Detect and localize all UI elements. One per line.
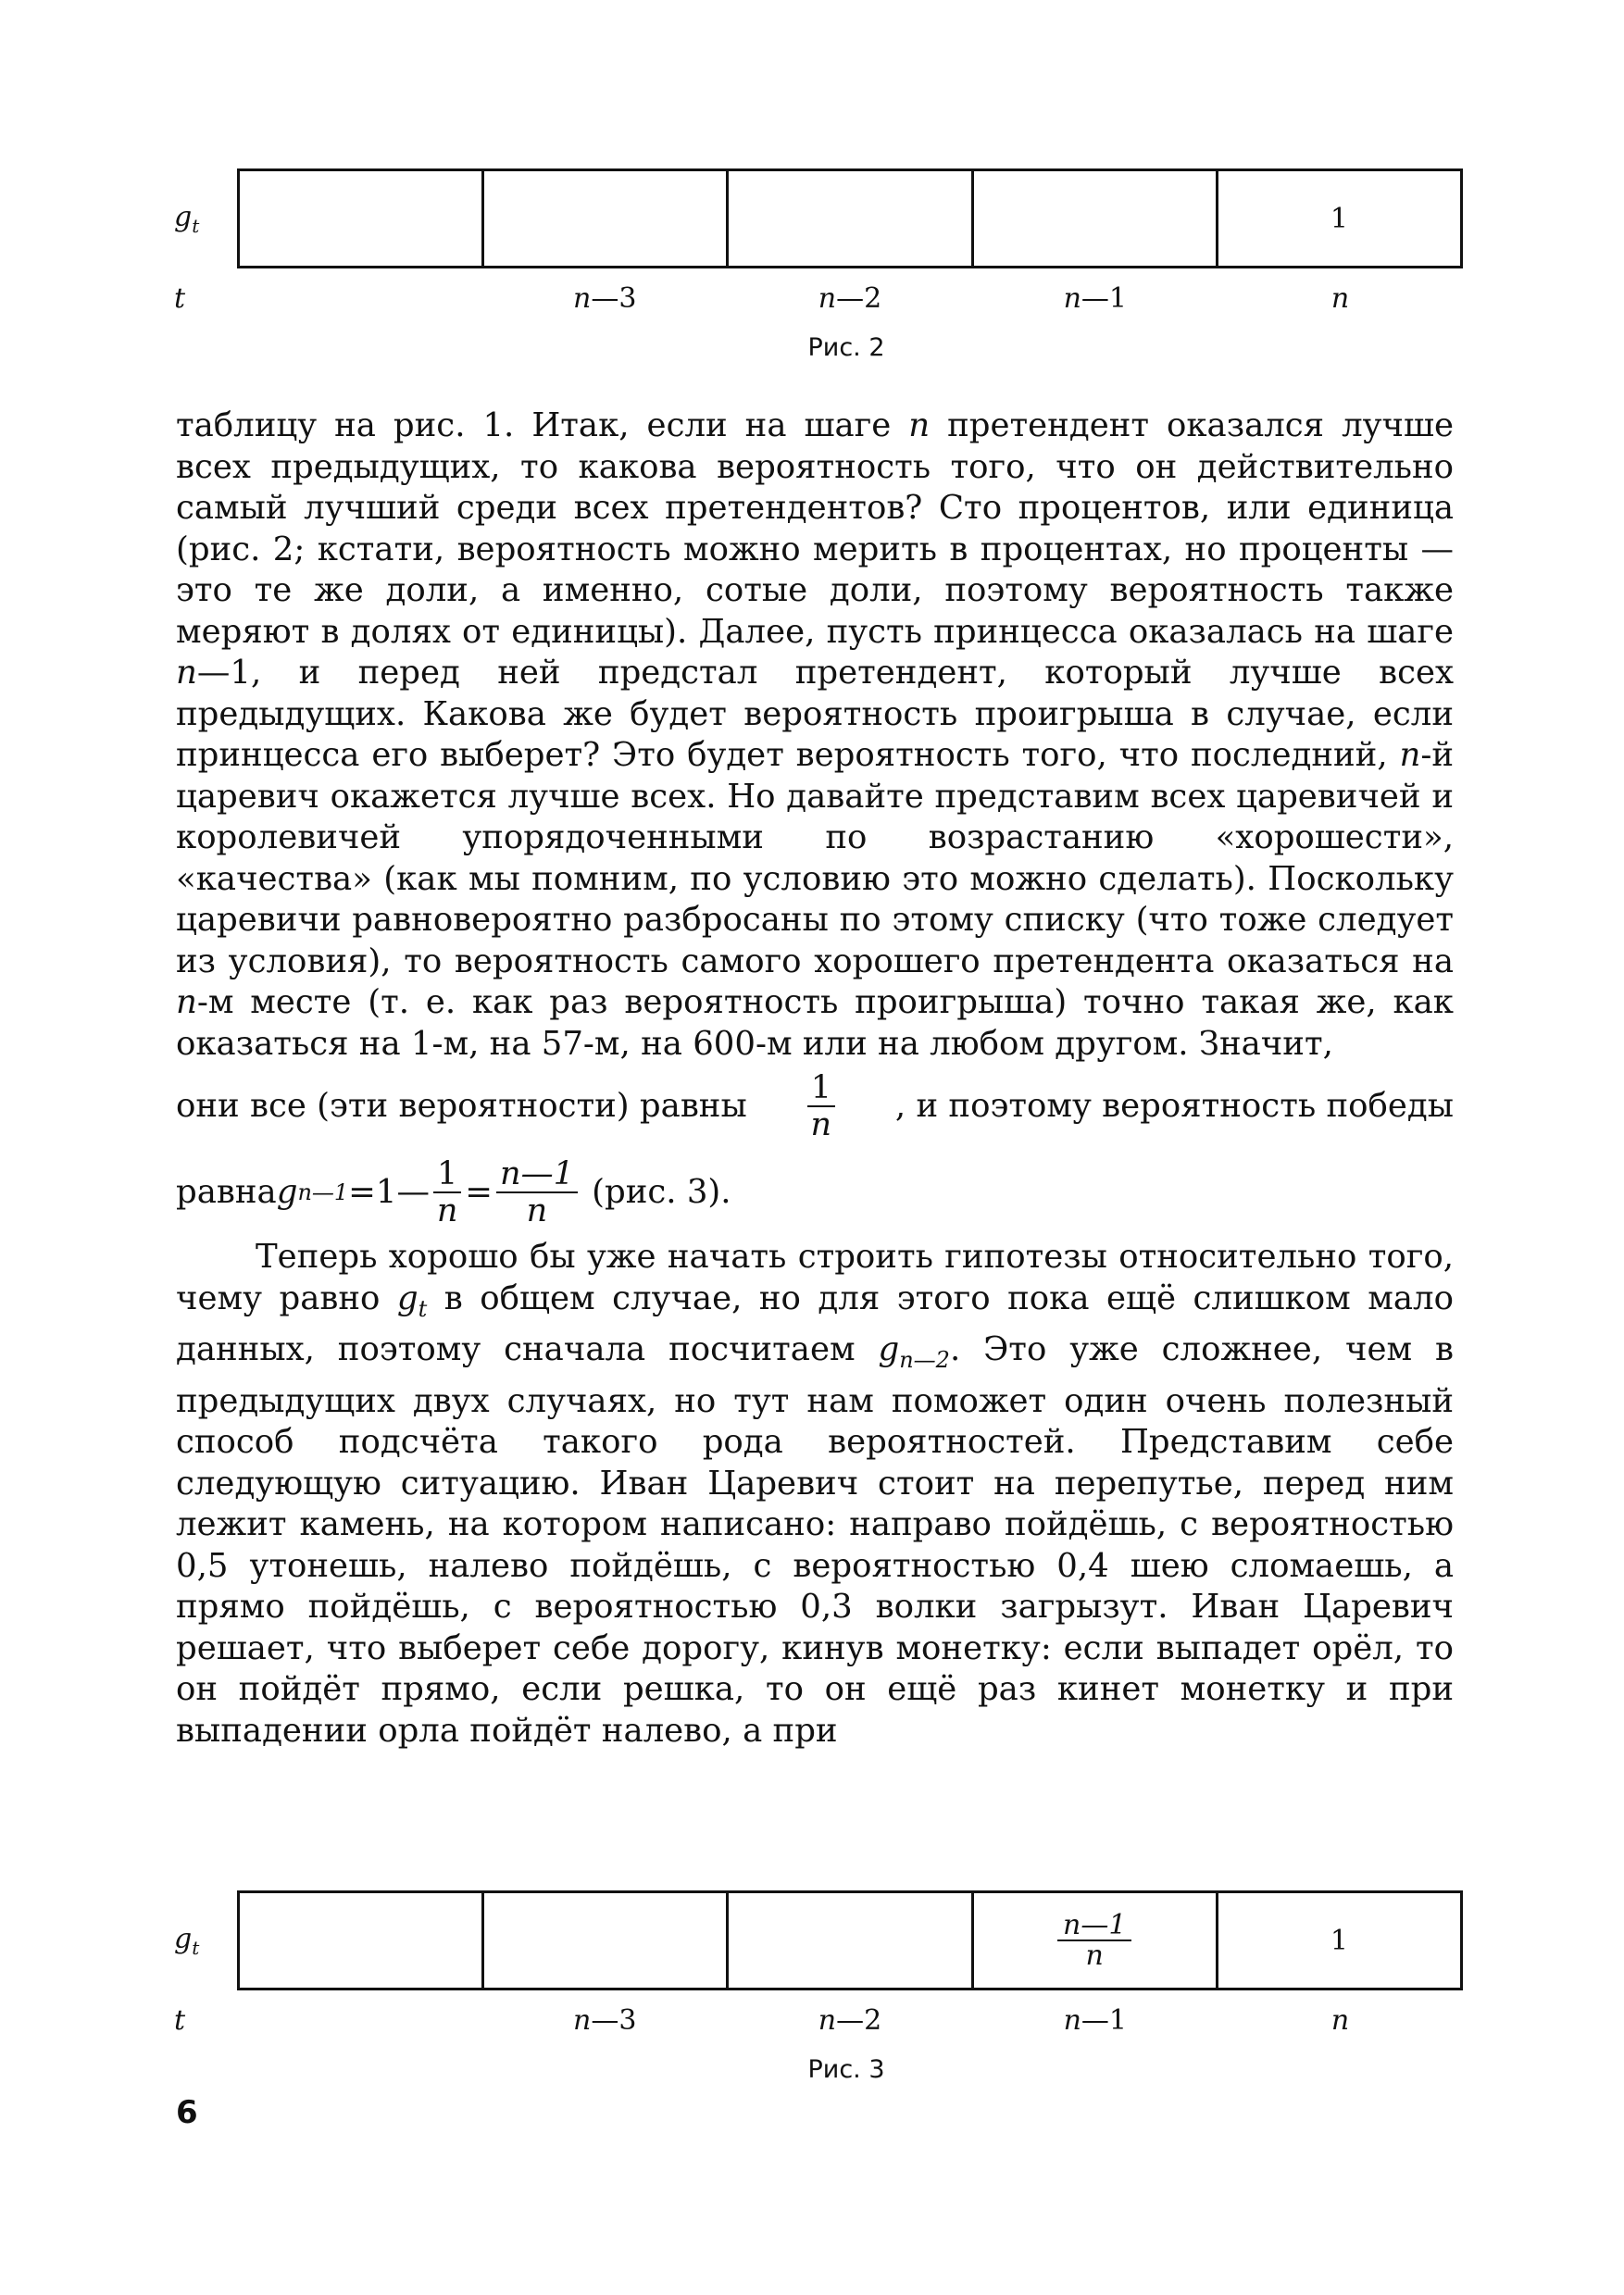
g-table [237,168,1463,268]
g-row [167,1890,1463,1990]
t-cell: n [1330,281,1350,315]
figure-caption: Рис. 2 [807,333,885,362]
g-cell-fraction [974,1893,1218,1988]
g-row [167,168,1463,268]
g-cell [240,1893,484,1988]
g-cell [484,1893,729,1988]
g-cell [729,1893,973,1988]
t-cell: n—3 [572,2003,637,2037]
t-cell: n—2 [818,2003,882,2037]
g-label: $g_t$ [174,1922,200,1959]
t-row [167,268,1463,328]
g-cell [484,171,729,266]
body-text [176,405,1454,1752]
g-table [237,1890,1463,1990]
page-number: 6 [176,2094,198,2131]
g-cell: 1 [1330,1924,1348,1957]
t-cell: n—1 [1063,2003,1127,2037]
g-cell [240,171,484,266]
formula-line: равна g n—1 =1— $\frac{1}{n}$ = $\frac{n—1}{n}$ (рис. 3). [176,1154,731,1229]
paragraph-2: Теперь хорошо бы уже начать строить гипотезы относительно того, чему равно $g_t$ в общем случае, но для этого пока ещё слишком мало данных, поэтому сначала посчитаем $g_{n—2}$. Это уже сложнее, чем в предыдущих двух случаях, но тут нам поможет один очень полезный способ подсчёта такого рода вероятностей. Представим себе следующую ситуацию. Иван Царевич стоит на перепутье, перед ним лежит камень, на котором написано: направо пойдёшь, с вероятностью 0,5 утонешь, налево пойдёшь, с вероятностью 0,4 шею сломаешь, а прямо пойдёшь, с вероятностью 0,3 волки загрызут. Иван Царевич решает, что выберет себе дорогу, кинув монетку: если выпадет орёл, то он пойдёт прямо, если решка, то он ещё раз кинет монетку и при выпадении орла пойдёт налево, а при [176,1238,1454,1750]
figure-3 [167,1890,1463,2084]
g-cell [974,171,1218,266]
fraction-n-minus-one-over-n: $\frac{n—1}{n}$ [496,1156,578,1229]
t-cell: n [1330,2003,1350,2037]
paragraph-1: таблицу на рис. 1. Итак, если на шаге n претендент оказался лучше всех предыдущих, то какова вероятность того, что он действительно самый лучший среди всех претендентов? Сто процентов, или единица (рис. 2; кстати, вероятность можно мерить в процентах, но проценты — это те же доли, а именно, сотые доли, поэтому вероятность также меряют в долях от единицы). Далее, пусть принцесса оказалась на шаге n—1, и перед ней предстал претендент, который лучше всех предыдущих. Какова же будет вероятность проигрыша в случае, если принцесса его выберет? Это будет вероятность того, что последний, n-й царевич окажется лучше всех. Но давайте представим всех царевичей и королевичей упорядоченными по возрастанию «хорошести», «качества» (как мы помним, по условию это можно сделать). Поскольку царевичи равновероятно разбросаны по этому списку (что тоже следует из условия), то вероятность самого хорошего претендента оказаться на n-м месте (т. е. как раз вероятность проигрыша) точно такая же, как оказаться на 1-м, на 57-м, на 600-м или на любом другом. Значит, [176,406,1454,1063]
t-label: t [174,2003,186,2037]
t-cell: n—1 [1063,281,1127,315]
fraction-line: они все (эти вероятности) равны $\frac{1}{n}$ , и поэтому вероятность победы [176,1068,1454,1143]
figure-caption: Рис. 3 [807,2055,885,2084]
fraction-one-over-n: $\frac{1}{n}$ [433,1156,461,1229]
g-label: $g_t$ [174,200,200,237]
t-cell: n—3 [572,281,637,315]
t-cell [237,282,482,315]
t-label: t [174,281,186,315]
figure-2 [167,168,1463,362]
fraction-one-over-n: $\frac{1}{n}$ [807,1070,835,1143]
t-row [167,1990,1463,2050]
t-cell: n—2 [818,281,882,315]
g-cell: 1 [1330,202,1348,235]
g-cell [729,171,973,266]
t-cell [237,2004,482,2037]
fraction-n-minus-one-over-n: $\frac{n—1}{n}$ [1057,1911,1131,1971]
